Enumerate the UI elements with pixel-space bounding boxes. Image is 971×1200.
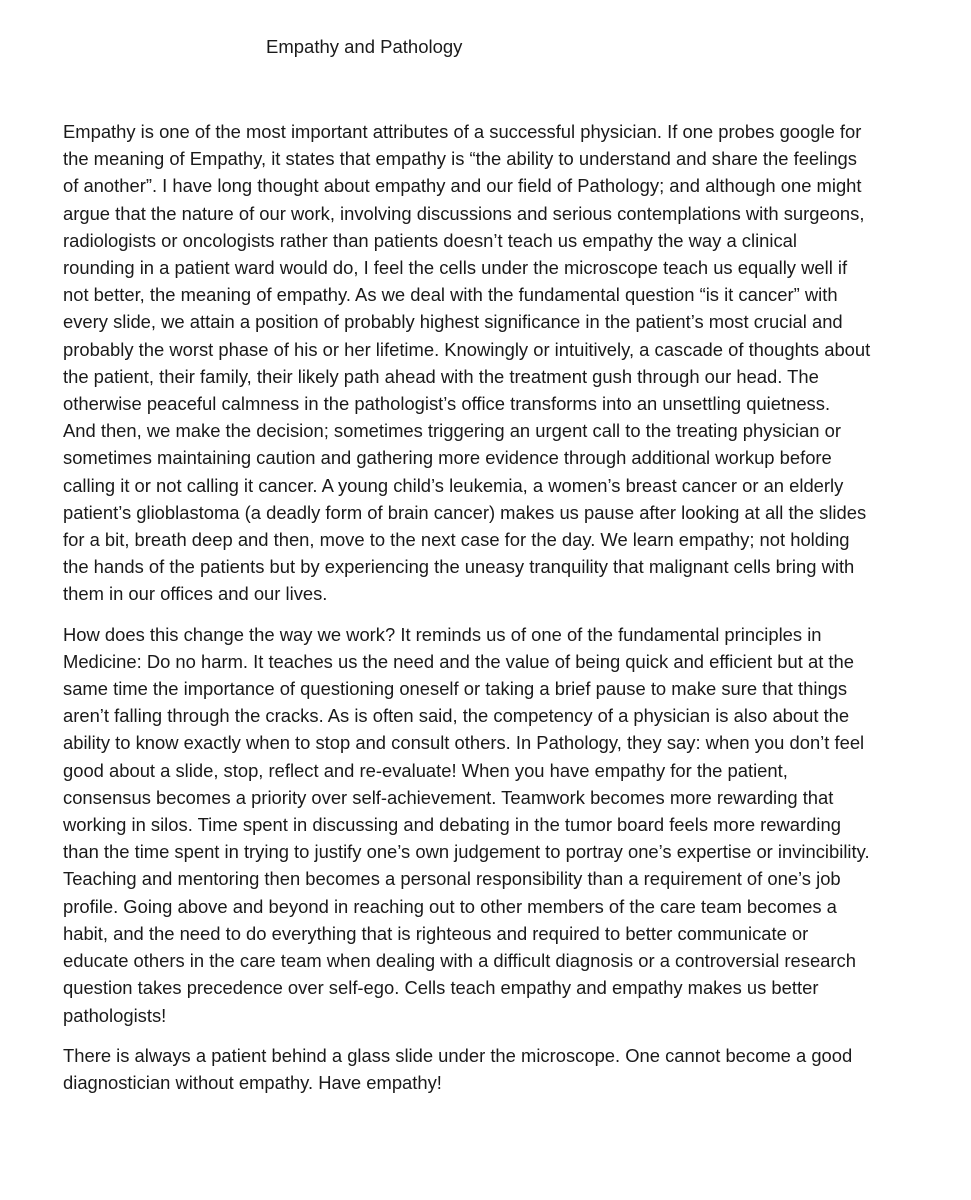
text-line: the patient, their family, their likely path ahead with the treatment gush through our head. The <box>63 365 819 387</box>
text-line: rounding in a patient ward would do, I feel the cells under the microscope teach us equally well if <box>63 257 848 279</box>
text-line: the meaning of Empathy, it states that empathy is “the ability to understand and share the feelings <box>63 148 857 170</box>
paragraph-3 <box>63 1042 955 1096</box>
text-line: educate others in the care team when dealing with a difficult diagnosis or a controversial research <box>63 950 856 972</box>
text-line: probably the worst phase of his or her lifetime. Knowingly or intuitively, a cascade of thoughts about <box>63 338 871 360</box>
text-line: otherwise peaceful calmness in the pathologist’s office transforms into an unsettling quietness. <box>63 393 831 415</box>
text-line: Medicine: Do no harm. It teaches us the need and the value of being quick and efficient but at the <box>63 650 854 672</box>
text-line: of another”. I have long thought about empathy and our field of Pathology; and although one might <box>63 175 862 197</box>
text-line: diagnostician without empathy. Have empathy! <box>63 1071 442 1093</box>
text-line: them in our offices and our lives. <box>63 583 328 605</box>
text-line: good about a slide, stop, reflect and re-evaluate! When you have empathy for the patient, <box>63 759 788 781</box>
text-line: question takes precedence over self-ego. Cells teach empathy and empathy makes us better <box>63 977 819 999</box>
text-line: sometimes maintaining caution and gathering more evidence through additional workup before <box>63 447 832 469</box>
text-line: for a bit, breath deep and then, move to the next case for the day. We learn empathy; not holding <box>63 529 850 551</box>
text-line: Empathy is one of the most important attributes of a successful physician. If one probes google for <box>63 121 862 142</box>
text-line: than the time spent in trying to justify one’s own judgement to portray one’s expertise or invincibility. <box>63 841 870 863</box>
document-body <box>63 118 955 1096</box>
text-line: pathologists! <box>63 1004 167 1026</box>
text-line: argue that the nature of our work, involving discussions and serious contemplations with surgeons, <box>63 202 865 224</box>
text-line: patient’s glioblastoma (a deadly form of brain cancer) makes us pause after looking at all the slides <box>63 501 867 523</box>
paragraph-2 <box>63 621 955 1029</box>
text-line: ability to know exactly when to stop and consult others. In Pathology, they say: when you don’t feel <box>63 732 865 754</box>
text-line: There is always a patient behind a glass slide under the microscope. One cannot become a good <box>63 1044 853 1066</box>
text-line: And then, we make the decision; sometimes triggering an urgent call to the treating physician or <box>63 420 841 442</box>
text-line: Teaching and mentoring then becomes a personal responsibility than a requirement of one’s job <box>63 868 841 890</box>
text-line: working in silos. Time spent in discussing and debating in the tumor board feels more rewarding <box>63 814 841 836</box>
text-line: aren’t falling through the cracks. As is often said, the competency of a physician is also about the <box>63 705 850 727</box>
text-line: every slide, we attain a position of probably highest significance in the patient’s most crucial and <box>63 311 843 333</box>
text-line: the hands of the patients but by experiencing the uneasy tranquility that malignant cells bring with <box>63 556 855 578</box>
text-line: profile. Going above and beyond in reaching out to other members of the care team becomes a <box>63 895 837 917</box>
text-line: habit, and the need to do everything that is righteous and required to better communicate or <box>63 922 809 944</box>
document-title: Empathy and Pathology <box>266 36 463 57</box>
text-line: How does this change the way we work? It reminds us of one of the fundamental principles in <box>63 623 822 645</box>
paragraph-1 <box>63 118 955 608</box>
text-line: not better, the meaning of empathy. As we deal with the fundamental question “is it cancer” with <box>63 284 838 306</box>
text-line: same time the importance of questioning oneself or taking a brief pause to make sure that things <box>63 678 848 700</box>
text-line: calling it or not calling it cancer. A young child’s leukemia, a women’s breast cancer or an elderly <box>63 474 844 496</box>
text-line: consensus becomes a priority over self-achievement. Teamwork becomes more rewarding that <box>63 786 834 808</box>
text-line: radiologists or oncologists rather than patients doesn’t teach us empathy the way a clinical <box>63 229 797 251</box>
